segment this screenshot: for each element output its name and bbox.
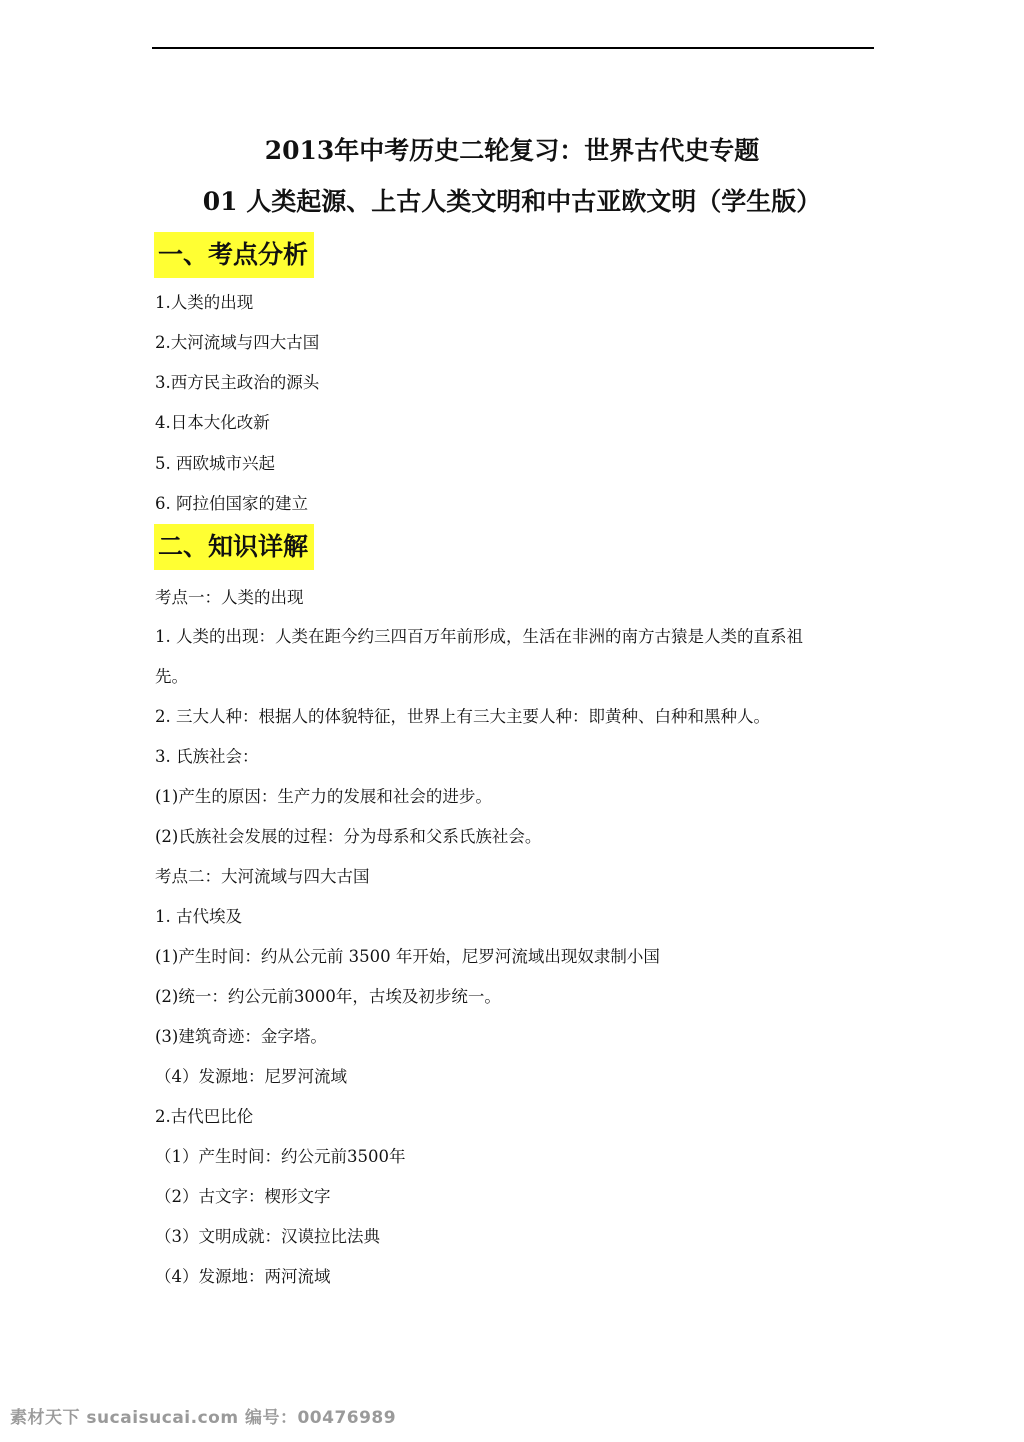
list-item: 2.大河流域与四大古国 — [155, 333, 320, 352]
topic-heading: 考点二：大河流域与四大古国 — [155, 867, 370, 886]
list-item: 1.人类的出现 — [155, 293, 254, 312]
paragraph-line: (1)产生时间：约从公元前 3500 年开始，尼罗河流域出现奴隶制小国 — [155, 947, 660, 966]
paragraph-line: 2. 三大人种：根据人的体貌特征，世界上有三大主要人种：即黄种、白种和黑种人。 — [155, 707, 770, 726]
paragraph-line: （4）发源地：两河流域 — [155, 1267, 331, 1286]
document-subtitle: 01 人类起源、上古人类文明和中古亚欧文明（学生版） — [202, 187, 822, 216]
paragraph-line: (2)统一：约公元前3000年，古埃及初步统一。 — [155, 987, 501, 1006]
paragraph-line: 2.古代巴比伦 — [155, 1107, 254, 1126]
section-heading-analysis: 一、考点分析 — [154, 232, 314, 278]
list-item: 3.西方民主政治的源头 — [155, 373, 320, 392]
paragraph-line: 1. 人类的出现：人类在距今约三四百万年前形成，生活在非洲的南方古猿是人类的直系祖 — [155, 627, 803, 646]
paragraph-line: 先。 — [155, 667, 188, 686]
topic-heading: 考点一：人类的出现 — [155, 588, 304, 607]
list-item: 6. 阿拉伯国家的建立 — [155, 494, 308, 513]
list-item: 4.日本大化改新 — [155, 413, 270, 432]
section-heading-knowledge: 二、知识详解 — [154, 524, 314, 570]
document-title: 2013年中考历史二轮复习：世界古代史专题 — [264, 136, 760, 165]
paragraph-line: （1）产生时间：约公元前3500年 — [155, 1147, 406, 1166]
paragraph-line: （2）古文字：楔形文字 — [155, 1187, 331, 1206]
list-item: 5. 西欧城市兴起 — [155, 454, 275, 473]
paragraph-line: （4）发源地：尼罗河流域 — [155, 1067, 347, 1086]
watermark: 素材天下 sucaisucai.com 编号：00476989 — [10, 1408, 397, 1428]
paragraph-line: (1)产生的原因：生产力的发展和社会的进步。 — [155, 787, 492, 806]
header-rule — [152, 47, 874, 49]
paragraph-line: 1. 古代埃及 — [155, 907, 242, 926]
paragraph-line: (2)氏族社会发展的过程：分为母系和父系氏族社会。 — [155, 827, 542, 846]
paragraph-line: 3. 氏族社会： — [155, 747, 259, 766]
paragraph-line: （3）文明成就：汉谟拉比法典 — [155, 1227, 380, 1246]
paragraph-line: (3)建筑奇迹：金字塔。 — [155, 1027, 327, 1046]
